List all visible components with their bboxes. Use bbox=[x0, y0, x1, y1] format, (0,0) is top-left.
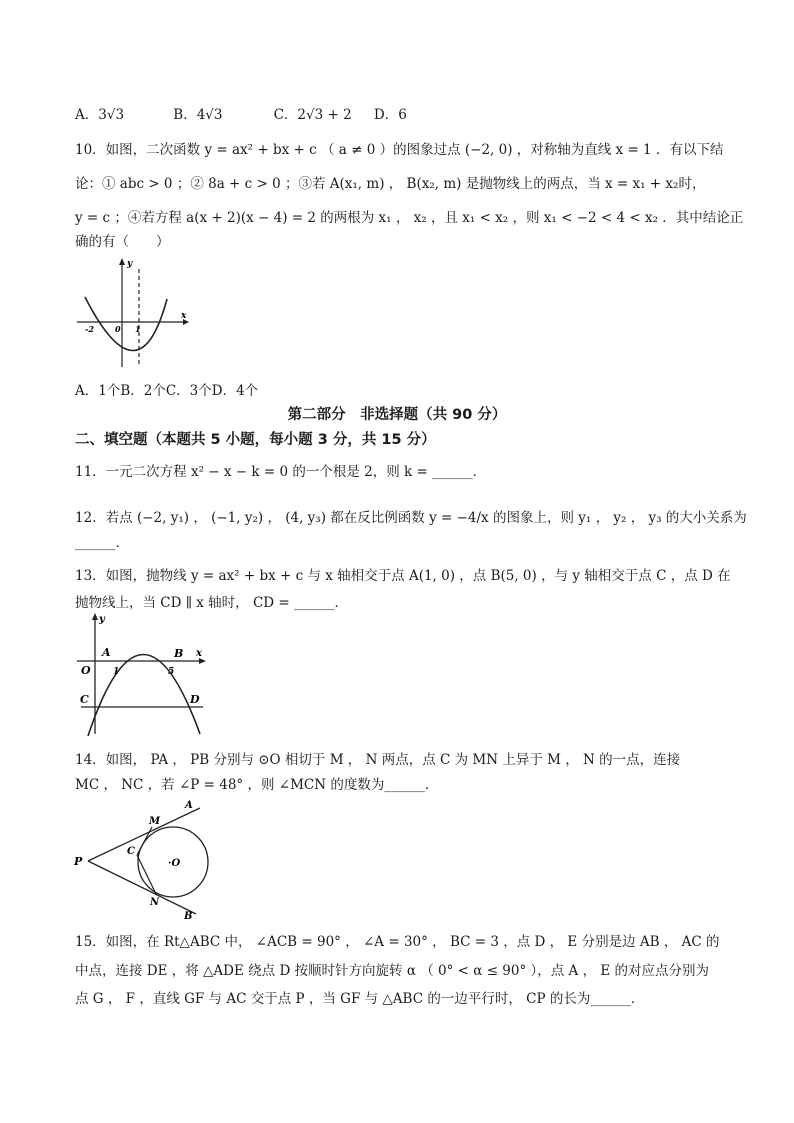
q14-label-p: P bbox=[74, 855, 83, 868]
q10-line-2: 论：① abc > 0 ；② 8a + c > 0 ；③若 A(x₁, m) ， B(x₂, m) 是抛物线上的两点，当 x = x₁ + x₂时， bbox=[75, 176, 706, 192]
q10-line-4: 确的有（ ） bbox=[75, 234, 170, 250]
q10-label-y: y bbox=[127, 259, 133, 269]
fill-in-blank-heading: 二、填空题（本题共 5 小题，每小题 3 分，共 15 分） bbox=[75, 432, 436, 448]
q15-line-2: 中点，连接 DE ，将 △ADE 绕点 D 按顺时针方向旋转 α （ 0° < α ≤ 90° ），点 A ， E 的对应点分别为 bbox=[75, 963, 710, 979]
q13-label-d: D bbox=[190, 693, 200, 706]
q14-label-o: ·O bbox=[168, 858, 181, 869]
q13-y-arrow bbox=[92, 613, 98, 620]
q13-label-y: y bbox=[99, 614, 105, 625]
q10-line-3: y = c ；④若方程 a(x + 2)(x − 4) = 2 的两根为 x₁ ， x₂ ，且 x₁ < x₂ ，则 x₁ < −2 < 4 < x₂ ．其中结论正 bbox=[75, 210, 744, 226]
q13-label-five: 5 bbox=[168, 667, 175, 677]
q14-label-c: C bbox=[127, 846, 135, 857]
q14-label-b: B bbox=[184, 911, 193, 920]
q10-label-x: x bbox=[181, 311, 187, 321]
q13-line-1: 13．如图，抛物线 y = ax² + bx + c 与 x 轴相交于点 A(1, 0) ，点 B(5, 0) ，与 y 轴相交于点 C ，点 D 在 bbox=[75, 568, 731, 584]
q9-option-c[interactable]: C．2√3 + 2 bbox=[273, 107, 352, 123]
q12-line-1: 12．若点 (−2, y₁) ， (−1, y₂) ， (4, y₃) 都在反比例函数 y = −4/x 的图象上，则 y₁ ， y₂ ， y₃ 的大小关系为 bbox=[75, 510, 747, 526]
q10-y-arrow bbox=[119, 258, 125, 265]
section-2-title: 第二部分 非选择题（共 90 分） bbox=[287, 407, 507, 423]
q10-label-origin: 0 bbox=[115, 324, 121, 334]
q13-label-x: x bbox=[196, 648, 202, 659]
q13-label-o: O bbox=[81, 664, 91, 677]
q13-line-2: 抛物线上，当 CD ∥ x 轴时， CD = ______． bbox=[75, 595, 349, 611]
q10-label-neg2: -2 bbox=[85, 324, 94, 334]
q15-line-1: 15．如图，在 Rt△ABC 中， ∠ACB = 90° ， ∠A = 30° ， BC = 3 ，点 D ， E 分别是边 AB ， AC 的 bbox=[75, 934, 720, 950]
q9-options bbox=[75, 105, 407, 125]
q13-label-b: B bbox=[174, 647, 184, 660]
q10-figure bbox=[75, 255, 195, 370]
q14-chord-mc bbox=[137, 827, 152, 855]
q9-option-d[interactable]: D．6 bbox=[373, 107, 407, 123]
q13-label-one: 1 bbox=[113, 667, 120, 677]
q14-label-a: A bbox=[185, 800, 193, 811]
q11-text: 11．一元二次方程 x² − x − k = 0 的一个根是 2，则 k = ______． bbox=[75, 464, 487, 480]
q10-line-1: 10．如图，二次函数 y = ax² + bx + c （ a ≠ 0 ）的图象过点 (−2, 0) ，对称轴为直线 x = 1 ．有以下结 bbox=[75, 142, 724, 158]
q9-option-b[interactable]: B．4√3 bbox=[173, 107, 223, 123]
q13-parabola bbox=[88, 654, 200, 736]
q13-figure bbox=[75, 612, 215, 737]
q10-options[interactable]: A．1个B．2个C．3个D．4个 bbox=[75, 383, 259, 399]
q10-parabola bbox=[85, 297, 167, 351]
q13-label-c: C bbox=[80, 693, 89, 706]
q14-line-2: MC ， NC ，若 ∠P = 48° ，则 ∠MCN 的度数为______． bbox=[75, 777, 439, 793]
q14-figure bbox=[72, 798, 222, 920]
q14-tangent-pa bbox=[88, 808, 200, 861]
q14-label-n: N bbox=[150, 897, 160, 908]
q14-label-m: M bbox=[149, 816, 161, 827]
q15-line-3: 点 G ， F ，直线 GF 与 AC 交于点 P ，当 GF 与 △ABC 的一边平行时， CP 的长为______． bbox=[75, 991, 645, 1007]
q14-line-1: 14．如图， PA ， PB 分别与 ⊙O 相切于 M ， N 两点，点 C 为 MN 上异于 M ， N 的一点，连接 bbox=[75, 752, 681, 768]
q13-label-a: A bbox=[102, 646, 111, 659]
q10-label-one: 1 bbox=[135, 324, 141, 334]
q12-line-2: ______． bbox=[75, 535, 129, 551]
q9-option-a[interactable]: A．3√3 bbox=[75, 107, 125, 123]
